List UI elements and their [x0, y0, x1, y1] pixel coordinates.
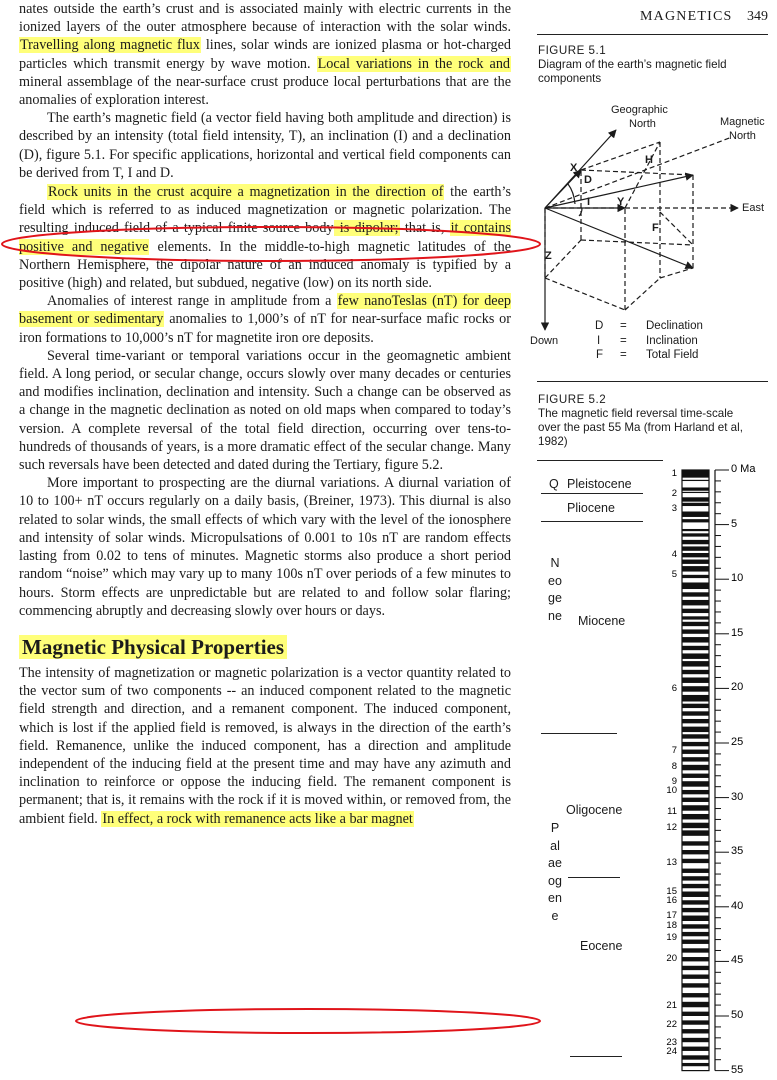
- normal-polarity-band-1: [682, 480, 709, 481]
- paragraph-5: Several time-variant or temporal variations occur in the geomagnetic ambient field. A long period, or secular change, occurs slowly over many decades or centuries and modifies inclination, declination and intensity. Such a change can be observed as a change in the magnetic declination as noted on old maps when compared to today’s version. A complete reversal of the total field direction, occurring over tens-to-hundreds of thousands of years, is a more dramatic effect of the secular change. Many such reversals have been detected and dated during the Tertiary, figure 5.2.: [19, 347, 511, 474]
- anomaly-number-4: 4: [671, 549, 677, 561]
- normal-polarity-band-51: [682, 869, 709, 873]
- age-label-5: 25: [731, 736, 744, 748]
- figure-5-2-caption: [538, 393, 748, 449]
- anomaly-number-3: 3: [671, 503, 677, 515]
- normal-polarity-band-43: [682, 798, 709, 802]
- anomaly-number-16: 16: [666, 895, 677, 907]
- highlight-nanoteslas: few nanoTeslas (nT) for deep basement or sedimentary: [19, 293, 511, 328]
- legend-sym-1: I: [597, 335, 601, 347]
- normal-polarity-band-15: [682, 575, 709, 578]
- label-magnetic: Magnetic: [720, 116, 765, 128]
- normal-polarity-band-52: [682, 876, 709, 880]
- normal-polarity-band-11: [682, 546, 709, 550]
- legend-desc-0: Declination: [646, 320, 703, 332]
- normal-polarity-band-3: [682, 492, 709, 493]
- highlight-rock-units: Rock units in the crust acquire a magnetization in the direction of: [48, 184, 444, 201]
- normal-polarity-band-22: [682, 629, 709, 633]
- normal-polarity-band-54: [682, 892, 709, 897]
- anomaly-number-20: 20: [666, 953, 677, 965]
- x-vector: [545, 170, 581, 208]
- paragraph-7-text-a: The intensity of magnetization or magnetic polarization is a vector quantity related to the vector sum of two components -- an induced component related to the magnetic field strength and direction, and a remanent component. The induced component, which is lost if the applied field is removed, is always in the direction of the earth’s field. Remanence, unlike the induced component, has a direction and amplitude independent of the inducing field at the present time and may have any azimuth and inclination to reinforce or oppose the inducing field. The remanent component is permanent; that is, it remains with the rock if it is moved within, or removed from, the ambient field.: [19, 664, 511, 827]
- anomaly-number-17: 17: [666, 909, 677, 921]
- polarity-scale: [680, 460, 760, 1080]
- normal-polarity-band-74: [682, 1063, 709, 1066]
- normal-polarity-band-41: [682, 781, 709, 786]
- legend-sym-0: D: [595, 320, 604, 332]
- paragraph-3-text-b: that is,: [399, 220, 450, 237]
- paragraph-6: More important to prospecting are the diurnal variations. A diurnal variation of 10 to 100+ nT occurs regularly on a daily basis, (Breiner, 1973). This diurnal is also related to solar winds, the small effects of which vary with the level of the ionosphere and intensity of solar winds. Micropulsations of 0.001 to 10s nT are random effects lasting from 0.02 to tens of minutes. Magnetic storms also produce a short period random “noise” which may vary up to many 100s nT over periods of a few minutes to hours. Storm effects are unpredictable but are related to and follow solar flaring; commencing abruptly and decreasing slowly over hours or days.: [19, 475, 511, 619]
- age-label-3: 15: [731, 626, 744, 639]
- age-label-11: 55: [731, 1063, 744, 1076]
- normal-polarity-band-60: [682, 940, 709, 944]
- normal-polarity-band-65: [682, 983, 709, 987]
- normal-polarity-band-37: [682, 750, 709, 754]
- normal-polarity-band-39: [682, 765, 709, 770]
- normal-polarity-band-35: [682, 734, 709, 738]
- figure-5-1-label: FIGURE 5.1: [538, 44, 607, 57]
- page-number: 349: [747, 9, 768, 24]
- section-heading-text: Magnetic Physical Properties: [19, 635, 287, 659]
- normal-polarity-band-45: [682, 814, 709, 819]
- normal-polarity-band-48: [682, 841, 709, 845]
- age-label-6: 30: [731, 790, 744, 803]
- paragraph-4-text-a: Anomalies of interest range in amplitude from a: [47, 293, 337, 310]
- normal-polarity-band-69: [682, 1020, 709, 1024]
- normal-polarity-band-20: [682, 616, 709, 619]
- label-f: F: [652, 222, 659, 234]
- normal-polarity-band-8: [682, 529, 709, 531]
- normal-polarity-band-61: [682, 948, 709, 952]
- age-label-10: 50: [731, 1009, 744, 1021]
- anomaly-number-10: 10: [666, 785, 677, 797]
- normal-polarity-band-13: [682, 560, 709, 564]
- normal-polarity-band-62: [682, 957, 709, 961]
- normal-polarity-band-27: [682, 670, 709, 674]
- paragraph-1-text-a: nates outside the earth’s crust and is associated mainly with electric currents in the ionized layers of the outer atmosphere because of interaction with the solar winds.: [19, 1, 511, 36]
- anomaly-number-13: 13: [666, 857, 677, 869]
- normal-polarity-band-23: [682, 637, 709, 642]
- normal-polarity-band-72: [682, 1047, 709, 1051]
- figure-5-1-caption: [538, 44, 770, 86]
- anomaly-number-6: 6: [671, 683, 677, 695]
- age-label-9: 45: [731, 954, 744, 967]
- legend-eq-0: =: [620, 320, 627, 332]
- legend-eq-2: =: [620, 349, 627, 361]
- box-edges: [545, 142, 693, 310]
- label-down: Down: [530, 335, 559, 347]
- age-label-8: 40: [731, 899, 744, 912]
- normal-polarity-band-50: [682, 859, 709, 863]
- legend-desc-1: Inclination: [646, 335, 698, 347]
- epoch-oligocene: Oligocene: [566, 803, 623, 817]
- epoch-eocene: Eocene: [580, 939, 623, 953]
- paragraph-2: The earth’s magnetic field (a vector field having both amplitude and direction) is described by an intensity (total field intensity, T), an inclination (I) and a declination (D), figure 5.1. For specific applications, horizontal and vertical field components can be derived from T, I and D.: [19, 110, 511, 181]
- label-h: H: [645, 154, 653, 166]
- anomaly-number-5: 5: [671, 568, 677, 580]
- epoch-pleistocene: Pleistocene: [567, 477, 632, 491]
- anomaly-number-9: 9: [671, 776, 677, 788]
- normal-polarity-band-59: [682, 932, 709, 936]
- age-label-4: 20: [731, 681, 744, 694]
- normal-polarity-band-9: [682, 533, 709, 536]
- label-i: I: [587, 196, 591, 208]
- red-ellipse-rock-units: [2, 227, 540, 261]
- normal-polarity-band-53: [682, 884, 709, 888]
- anomaly-number-22: 22: [666, 1018, 677, 1030]
- q-bottom-rule: [541, 493, 643, 494]
- f-vector: [545, 208, 693, 268]
- label-geographic: Geographic: [611, 104, 668, 116]
- epoch-miocene: Miocene: [578, 614, 626, 628]
- normal-polarity-band-70: [682, 1029, 709, 1033]
- normal-polarity-band-28: [682, 677, 709, 682]
- figure-5-1-top-rule: [537, 34, 768, 35]
- anomaly-number-1: 1: [671, 468, 677, 480]
- normal-polarity-band-32: [682, 711, 709, 715]
- anomaly-number-18: 18: [666, 920, 677, 932]
- paragraph-1-text-b: lines, solar winds are ionized plasma or hot-charged particles which transmit energy by wave motion.: [19, 37, 511, 72]
- normal-polarity-band-46: [682, 823, 709, 828]
- anomaly-number-8: 8: [671, 761, 677, 773]
- legend-desc-2: Total Field: [646, 349, 699, 361]
- paragraph-3-text-c: elements. In the middle-to-high magnetic latitudes of the Northern Hemisphere, the dipolar nature of an induced anomaly is typified by a positive (high) and related, but subdued, negative (low) on its north side.: [19, 238, 511, 292]
- anomaly-number-15: 15: [666, 885, 677, 897]
- normal-polarity-band-24: [682, 646, 709, 650]
- normal-polarity-band-67: [682, 1002, 709, 1007]
- label-east: East: [742, 202, 765, 214]
- normal-polarity-band-68: [682, 1012, 709, 1016]
- normal-polarity-band-57: [682, 916, 709, 921]
- normal-polarity-band-73: [682, 1055, 709, 1059]
- normal-polarity-band-49: [682, 850, 709, 854]
- normal-polarity-band-63: [682, 966, 709, 970]
- normal-polarity-band-66: [682, 993, 709, 997]
- normal-polarity-band-18: [682, 600, 709, 605]
- anomaly-number-2: 2: [671, 488, 677, 500]
- period-palaeogene: Palaeogene: [548, 821, 562, 923]
- normal-polarity-band-55: [682, 900, 709, 904]
- normal-polarity-band-42: [682, 790, 709, 794]
- anomaly-number-11: 11: [667, 805, 677, 817]
- figure-5-1-caption-text: Diagram of the earth’s magnetic field components: [538, 58, 727, 85]
- normal-polarity-band-56: [682, 908, 709, 912]
- normal-polarity-band-31: [682, 704, 709, 708]
- label-x: X: [570, 162, 578, 174]
- highlight-bar-magnet: In effect, a rock with remanence acts like a bar magnet: [102, 810, 413, 827]
- highlight-local-variations: Local variations in the rock and: [317, 55, 511, 72]
- normal-polarity-band-2: [682, 487, 709, 490]
- normal-polarity-band-40: [682, 774, 709, 778]
- epoch-pliocene: Pliocene: [567, 501, 615, 515]
- label-y: Y: [617, 196, 625, 208]
- label-magnetic-north: North: [729, 130, 756, 142]
- age-label-1: 5: [731, 517, 738, 530]
- paragraph-1-text-c: mineral assemblage of the near-surface crust produce local perturbations that are the anomalies of exploration interest.: [19, 73, 511, 109]
- normal-polarity-band-44: [682, 805, 709, 810]
- legend-sym-2: F: [596, 349, 604, 361]
- figure-5-2-label: FIGURE 5.2: [538, 393, 607, 406]
- normal-polarity-band-21: [682, 622, 709, 626]
- normal-polarity-band-17: [682, 592, 709, 596]
- running-head: MAGNETICS: [640, 9, 733, 24]
- normal-polarity-band-4: [682, 497, 709, 501]
- normal-polarity-band-5: [682, 503, 709, 506]
- anomaly-number-21: 21: [666, 1000, 677, 1012]
- normal-polarity-band-14: [682, 566, 709, 571]
- normal-polarity-band-34: [682, 727, 709, 732]
- normal-polarity-band-25: [682, 653, 709, 658]
- pliocene-bottom-rule: [541, 521, 643, 522]
- anomaly-number-24: 24: [666, 1046, 677, 1058]
- figure-5-2-top-rule: [537, 381, 768, 382]
- highlight-flux: Travelling along magnetic flux: [20, 37, 200, 54]
- anomaly-number-23: 23: [666, 1037, 677, 1049]
- normal-polarity-band-58: [682, 924, 709, 928]
- legend-eq-1: =: [620, 335, 627, 347]
- normal-polarity-band-7: [682, 519, 709, 522]
- normal-polarity-band-0: [682, 470, 709, 478]
- anomaly-number-12: 12: [666, 822, 677, 834]
- anomaly-number-7: 7: [671, 744, 677, 756]
- epoch-q: Q: [549, 477, 559, 491]
- anomaly-number-19: 19: [666, 932, 677, 944]
- highlight-dipolar: is dipolar;: [334, 220, 399, 237]
- normal-polarity-band-19: [682, 609, 709, 613]
- period-neogene: Neogene: [548, 556, 562, 623]
- normal-polarity-band-71: [682, 1038, 709, 1042]
- eocene-bottom-rule: [570, 1056, 622, 1057]
- normal-polarity-band-64: [682, 975, 709, 979]
- normal-polarity-band-6: [682, 511, 709, 516]
- normal-polarity-band-36: [682, 742, 709, 746]
- paragraph-4-text-b: anomalies to 1,000’s of nT for near-surface mafic rocks or iron formations to 10,000’s nT for magnetite iron ore deposits.: [19, 311, 511, 346]
- normal-polarity-band-47: [682, 830, 709, 835]
- label-d: D: [584, 174, 592, 186]
- normal-polarity-band-26: [682, 661, 709, 666]
- figure-5-2-caption-text: The magnetic field reversal time-scale over the past 55 Ma (from Harland et al, 1982): [538, 407, 743, 448]
- highlight-positive-negative: it contains positive and negative: [19, 220, 512, 255]
- normal-polarity-band-12: [682, 553, 709, 557]
- figure-5-2-table-rule: [537, 460, 663, 461]
- red-ellipse-bar-magnet: [76, 1009, 540, 1033]
- age-label-7: 35: [731, 845, 744, 858]
- age-label-2: 10: [731, 572, 744, 585]
- neogene-bottom-rule: [541, 733, 617, 734]
- label-geographic-north: North: [629, 118, 656, 130]
- normal-polarity-band-10: [682, 540, 709, 544]
- paragraph-3-text-a: the earth’s field which is referred to as induced magnetization or magnetic polarization. The resulting induced field of a typical finite source body: [19, 184, 511, 237]
- normal-polarity-band-29: [682, 686, 709, 691]
- normal-polarity-band-16: [682, 582, 709, 589]
- oligocene-bottom-rule: [568, 877, 620, 878]
- normal-polarity-band-38: [682, 757, 709, 761]
- age-label-0: 0 Ma: [731, 463, 756, 475]
- label-z: Z: [545, 250, 552, 262]
- normal-polarity-band-33: [682, 719, 709, 723]
- normal-polarity-band-30: [682, 695, 709, 702]
